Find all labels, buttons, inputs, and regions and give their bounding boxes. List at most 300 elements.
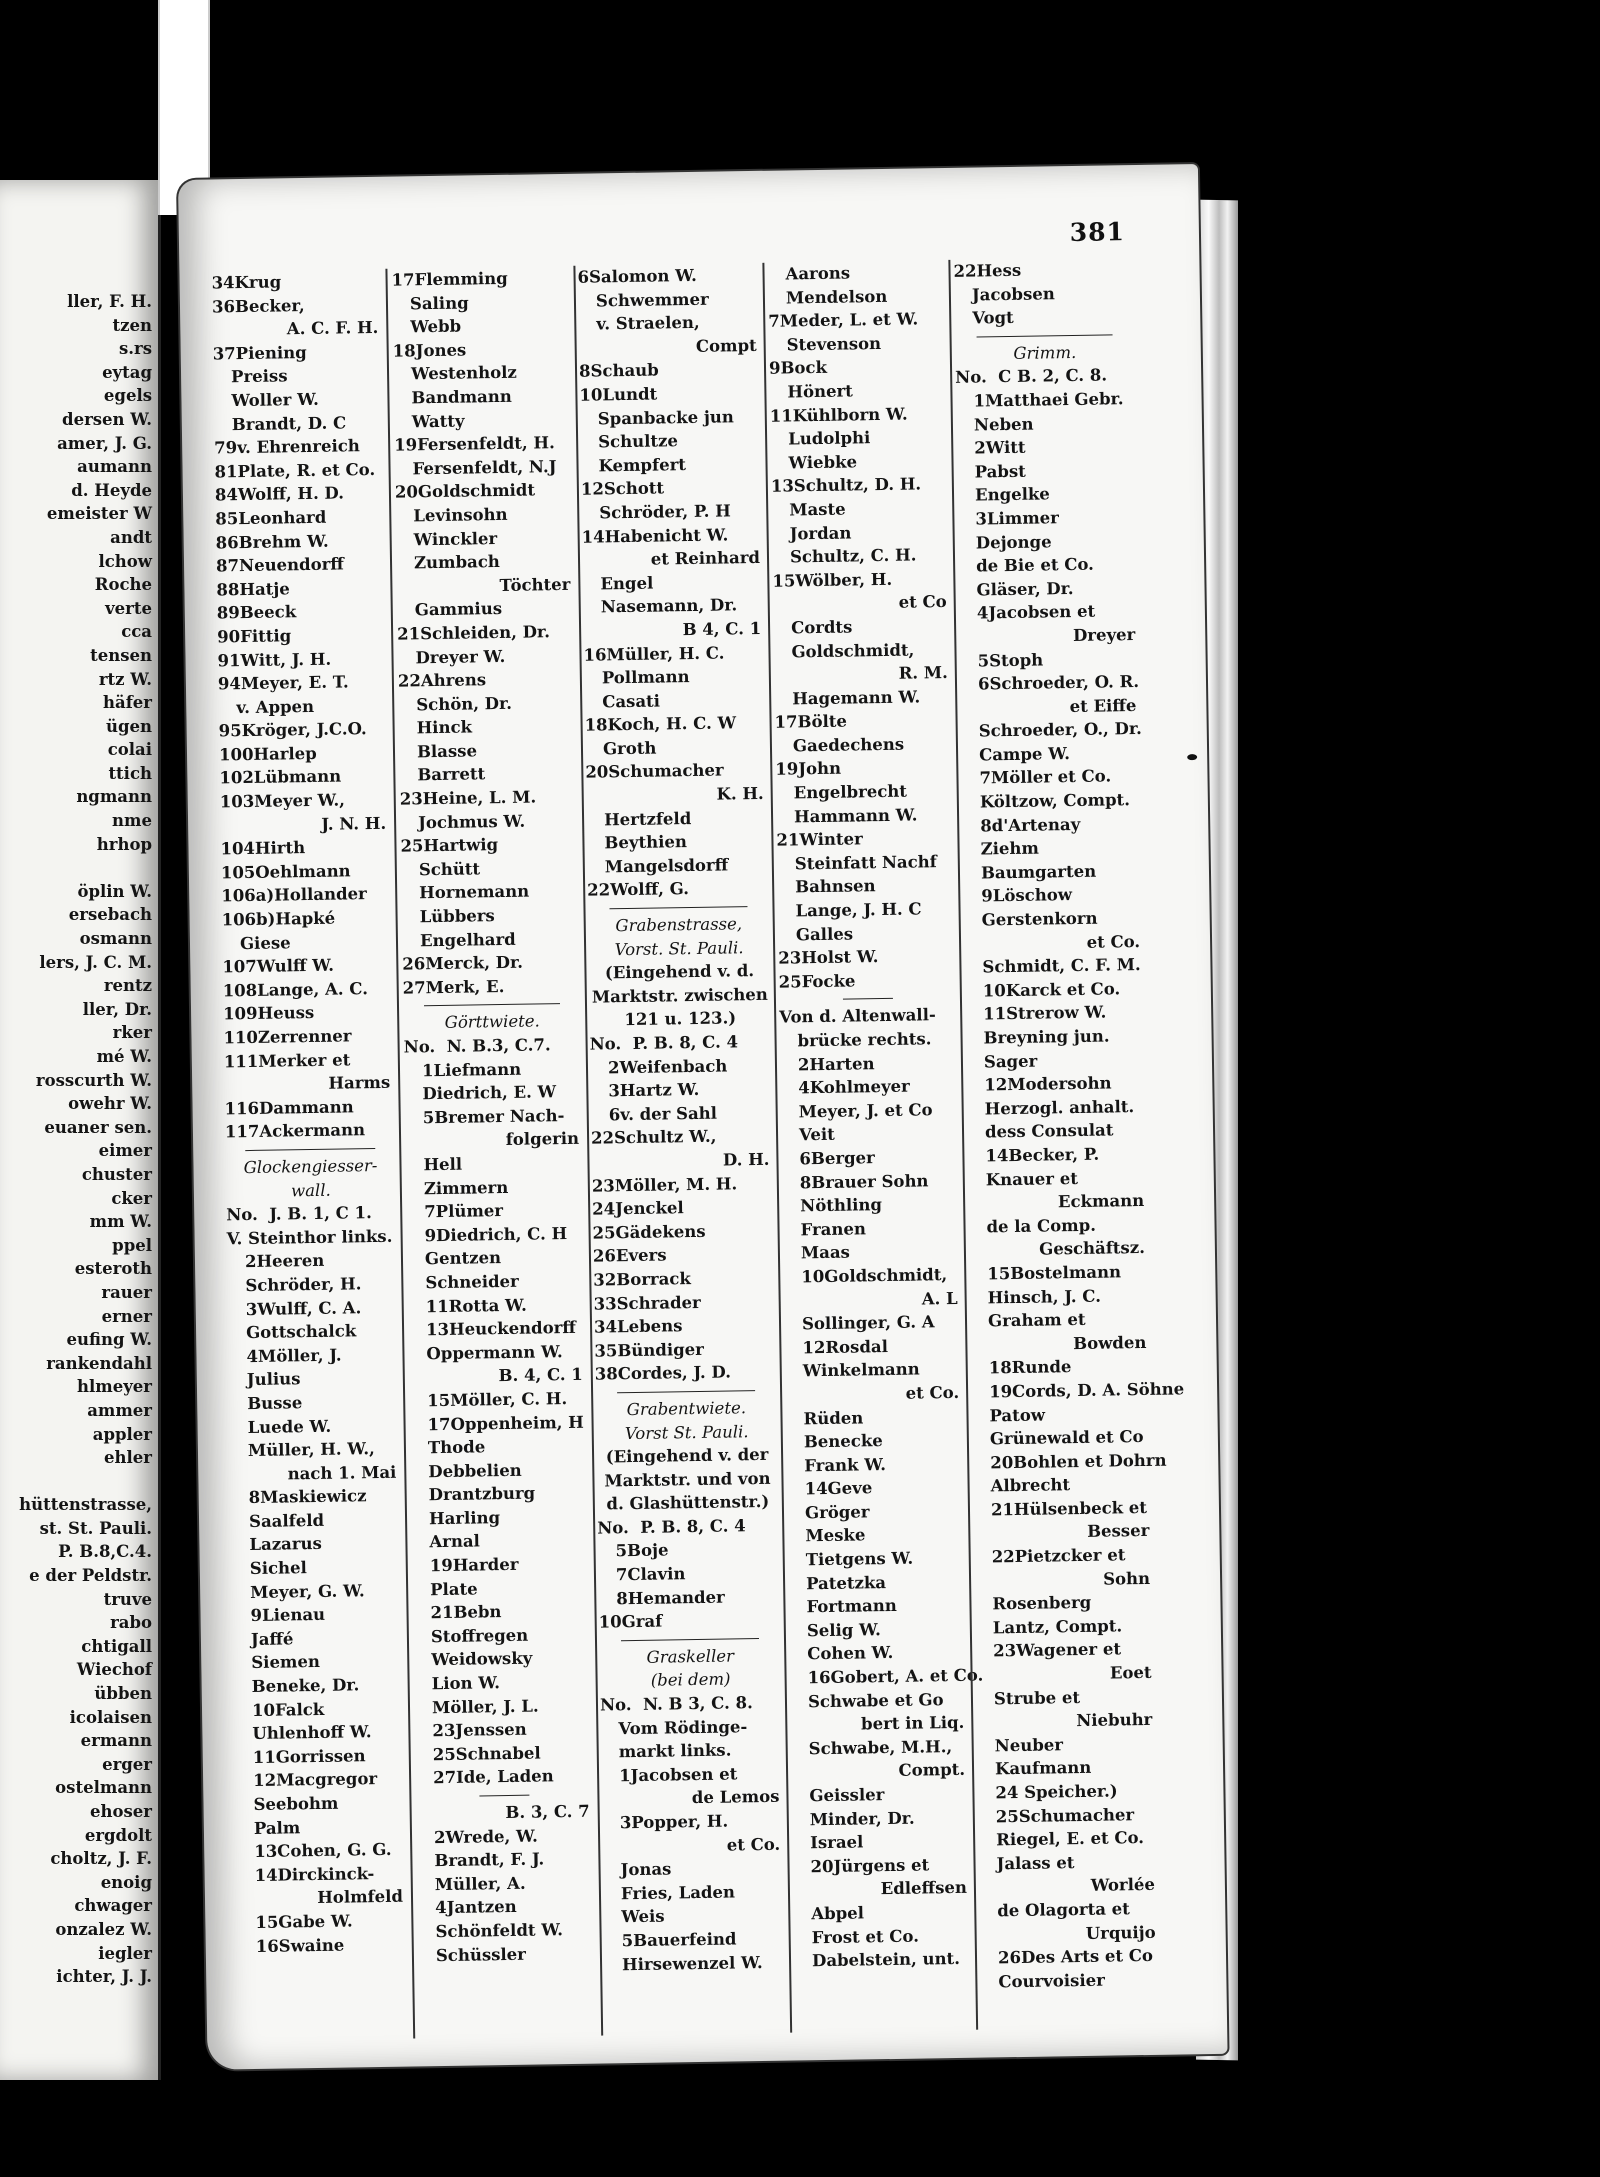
directory-entry: Hirsewenzel W. <box>621 1952 763 1974</box>
directory-entry: et Co <box>898 592 947 613</box>
left-page-entry: choltz, J. F. <box>50 1849 152 1869</box>
directory-entry: Marktstr. zwischen <box>591 984 768 1007</box>
directory-entry: Stevenson <box>786 333 882 355</box>
directory-entry: Webb <box>410 316 462 337</box>
directory-entry: 91Witt, J. H. <box>217 649 332 670</box>
directory-entry: 10Graf <box>598 1611 663 1632</box>
directory-entry: Stoffregen <box>430 1625 529 1647</box>
directory-entry: 37Piening <box>212 342 307 364</box>
directory-entry: Neuber <box>994 1735 1064 1756</box>
directory-entry: Cordts <box>790 617 853 638</box>
directory-entry: 22Schultz W., <box>590 1127 717 1149</box>
directory-entry: 12Modersohn <box>984 1073 1112 1095</box>
left-page-entry: rentz <box>103 976 152 996</box>
directory-entry: 2Harten <box>797 1053 875 1074</box>
directory-entry: Költzow, Compt. <box>979 790 1131 812</box>
directory-entry: 36Becker, <box>211 295 305 317</box>
directory-entry: Urquijo <box>1085 1922 1156 1943</box>
directory-entry: Palm <box>253 1817 301 1838</box>
directory-entry: 95Kröger, J.C.O. <box>218 719 367 741</box>
directory-entry: Seebohm <box>253 1793 339 1815</box>
directory-entry: 13Cohen, G. G. <box>254 1840 392 1862</box>
directory-entry: 89Beeck <box>216 602 297 623</box>
left-page-entry: cca <box>121 622 152 642</box>
directory-entry: Ziehm <box>980 838 1040 859</box>
directory-entry: 16Swaine <box>255 1935 345 1956</box>
directory-entry: 105Oehlmann <box>220 861 351 883</box>
directory-entry: Pabst <box>974 461 1026 482</box>
left-page-entry: rtz W. <box>98 669 152 689</box>
left-page-entry: iegler <box>98 1943 152 1963</box>
directory-entry: Schütt <box>418 859 481 880</box>
directory-entry: No. N. B 3, C. 8. <box>599 1693 753 1715</box>
left-page-entry: mé W. <box>96 1047 152 1066</box>
left-page-entry: rankendahl <box>46 1353 152 1373</box>
directory-entry: Abpel <box>811 1903 865 1924</box>
directory-entry: 8Schaub <box>578 360 659 382</box>
directory-entry: Hell <box>423 1154 463 1175</box>
left-page-entry: st. St. Pauli. <box>39 1518 152 1538</box>
directory-entry: Arnal <box>429 1531 481 1552</box>
directory-entry: et Eiffe <box>1069 695 1137 716</box>
directory-entry: 2Witt <box>974 437 1026 458</box>
directory-entry: Galles <box>795 924 854 945</box>
directory-entry: 2Heeren <box>244 1251 325 1272</box>
directory-entry: Patow <box>989 1405 1046 1425</box>
directory-entry: 23Jenssen <box>432 1719 527 1741</box>
left-page-entry: hüttenstrasse, <box>19 1495 152 1515</box>
directory-entry: 23Heine, L. M. <box>399 787 537 809</box>
directory-entry: Müller, H. W., <box>247 1439 375 1461</box>
left-page-entry: P. B.8,C.4. <box>58 1542 152 1562</box>
left-page-entry: truve <box>103 1589 152 1609</box>
directory-entry: Jochmus W. <box>417 811 526 832</box>
directory-entry: de Bie et Co. <box>976 554 1095 576</box>
directory-entry: No. P. B. 8, C. 4 <box>597 1516 746 1538</box>
left-page-entry: amer, J. G. <box>57 433 152 453</box>
directory-entry: Schwabe, M.H., <box>808 1736 953 1759</box>
directory-entry: Courvoisier <box>998 1970 1105 1992</box>
left-page-entry: verte <box>105 598 152 618</box>
directory-entry: Steinfatt Nachf <box>794 852 937 874</box>
directory-entry: Jaffé <box>250 1629 294 1649</box>
directory-entry: Bahnsen <box>795 876 876 897</box>
directory-entry: 20Schumacher <box>585 760 724 783</box>
directory-entry: 24Jenckel <box>592 1198 684 1219</box>
directory-entry: 35Bündiger <box>594 1339 705 1361</box>
directory-entry: 18Jones <box>392 340 467 361</box>
directory-entry: 14Habenicht W. <box>581 524 729 547</box>
left-page-entry: ersebach <box>68 905 152 925</box>
directory-entry: Zimmern <box>423 1177 509 1198</box>
left-page-entry: ostelmann <box>55 1778 152 1798</box>
directory-entry: 7Meder, L. et W. <box>768 309 919 331</box>
directory-entry: Grünewald et Co <box>989 1427 1144 1449</box>
directory-entry: Saalfeld <box>248 1510 325 1531</box>
directory-entry: Niebuhr <box>1076 1710 1153 1731</box>
directory-entry: 110Zerrenner <box>223 1026 352 1048</box>
directory-entry: de Lemos <box>691 1787 780 1808</box>
directory-entry: Riegel, E. et Co. <box>996 1828 1145 1850</box>
directory-entry: Von d. Altenwall- <box>779 1005 936 1028</box>
directory-entry: Lange, J. H. C <box>795 899 922 921</box>
directory-entry: Brandt, D. C <box>231 412 347 434</box>
directory-entry: Minder, Dr. <box>809 1808 915 1829</box>
directory-entry: 106b)Hapké <box>221 908 336 930</box>
left-page-entry: erner <box>101 1306 152 1326</box>
directory-entry: 22Ahrens <box>397 670 487 691</box>
directory-entry: Hertzfeld <box>603 808 692 830</box>
directory-entry: Nasemann, Dr. <box>600 595 738 617</box>
directory-entry: 20Jürgens et <box>810 1855 930 1877</box>
directory-entry: Geissler <box>809 1785 885 1806</box>
directory-entry: Lübbers <box>419 906 495 927</box>
directory-entry: Schroeder, O., Dr. <box>978 719 1142 741</box>
directory-entry: 13Schultz, D. H. <box>770 474 922 497</box>
directory-entry: 25Schumacher <box>995 1804 1135 1826</box>
directory-entry: folgerin <box>505 1129 580 1150</box>
directory-entry: Luede W. <box>247 1416 332 1437</box>
directory-entry: Rüden <box>803 1407 864 1428</box>
directory-entry: (Eingehend v. d. <box>604 961 755 983</box>
directory-entry: 3Popper, H. <box>619 1811 729 1833</box>
directory-entry: 13Heuckendorff <box>425 1318 577 1340</box>
left-page-entry: ller, Dr. <box>82 999 152 1019</box>
directory-entry: Mendelson <box>785 286 888 308</box>
directory-entry: 24 Speicher.) <box>995 1781 1118 1803</box>
directory-entry: 10Lundt <box>579 384 658 405</box>
directory-entry: Fries, Laden <box>620 1882 736 1904</box>
directory-entry: Franen <box>800 1219 867 1240</box>
directory-entry: Busse <box>247 1393 303 1413</box>
directory-entry: 19Harder <box>429 1554 519 1576</box>
directory-entry: 8d'Artenay <box>980 814 1081 836</box>
directory-entry: Veit <box>798 1125 835 1145</box>
directory-entry: 79v. Ehrenreich <box>214 436 360 458</box>
directory-entry: Marktstr. und von <box>604 1468 771 1491</box>
directory-entry: 20Bohlen et Dohrn <box>990 1450 1167 1473</box>
directory-entry: 11Gorrissen <box>252 1746 366 1767</box>
directory-entry: Hinsch, J. C. <box>987 1286 1102 1307</box>
directory-entry: Beythien <box>604 832 688 853</box>
left-page-entry: owehr W. <box>68 1094 152 1114</box>
directory-entry: Hagemann W. <box>792 687 921 709</box>
directory-entry: 81Plate, R. et Co. <box>214 459 376 482</box>
directory-entry: Eoet <box>1109 1662 1152 1683</box>
directory-entry: 116Dammann <box>224 1097 354 1119</box>
directory-entry: Israel <box>810 1832 864 1853</box>
directory-entry: Töchter <box>499 574 571 595</box>
directory-entry: Weidowsky <box>431 1649 533 1670</box>
directory-entry: Graham et <box>987 1310 1086 1331</box>
directory-entry: Woller W. <box>231 389 319 411</box>
directory-entry: v. Straelen, <box>596 313 700 334</box>
street-heading: Grimm. <box>1013 342 1077 363</box>
directory-entry: 88Hatje <box>216 579 290 600</box>
directory-entry: Beneke, Dr. <box>251 1675 360 1697</box>
left-page-entry: osmann <box>79 929 152 949</box>
directory-entry: 87Neuendorff <box>215 554 345 576</box>
directory-entry: Levinsohn <box>413 504 508 526</box>
directory-entry: 8Hemander <box>616 1587 725 1608</box>
directory-entry: Dreyer <box>1072 624 1136 645</box>
directory-entry: et Co. <box>726 1834 781 1855</box>
directory-entry: Gaedechens <box>792 734 905 756</box>
left-page-entry: egels <box>103 386 152 406</box>
left-page-entry <box>0 856 161 880</box>
directory-entry: Frost et Co. <box>811 1926 920 1947</box>
directory-entry: Jacobsen <box>971 283 1055 305</box>
directory-entry: 27Merk, E. <box>402 976 505 998</box>
directory-entry: 26Evers <box>592 1245 667 1266</box>
street-heading: Grabentwiete. <box>626 1398 747 1420</box>
directory-entry: No. C B. 2, C. 8. <box>955 365 1108 388</box>
directory-entry: Julius <box>246 1369 301 1390</box>
directory-entry: 20Goldschmidt <box>394 480 536 502</box>
left-page-entry: eytag <box>102 362 152 382</box>
left-page-entry <box>0 1470 161 1494</box>
left-page-entry: ehoser <box>90 1802 152 1821</box>
directory-entry: No. P. B. 8, C. 4 <box>589 1032 739 1054</box>
left-page-entry: eimer <box>98 1141 152 1161</box>
left-page-entry: übben <box>94 1684 152 1704</box>
directory-entry: Barrett <box>417 764 486 785</box>
directory-entry: 15Gabe W. <box>255 1911 353 1932</box>
directory-entry: 9Löschow <box>981 885 1073 906</box>
directory-entry: 7Clavin <box>615 1564 686 1585</box>
directory-entry: Lazarus <box>249 1534 322 1555</box>
directory-entry: 21Schleiden, Dr. <box>397 622 551 644</box>
directory-entry: 34Krug <box>211 272 282 293</box>
directory-entry: Hinck <box>416 717 473 738</box>
left-page-entry: ügen <box>105 716 152 736</box>
directory-entry: markt links. <box>618 1740 732 1762</box>
directory-entry: 9Lienau <box>250 1605 326 1626</box>
directory-entry: de la Comp. <box>986 1215 1097 1237</box>
left-page-entry: tensen <box>90 645 152 665</box>
directory-entry: Herzogl. anhalt. <box>984 1096 1135 1119</box>
directory-entry: Aarons <box>785 263 851 284</box>
street-heading: Grabenstrasse, <box>615 914 743 936</box>
directory-entry: Dreyer W. <box>415 646 506 667</box>
left-page-entry: Wiechof <box>76 1660 152 1680</box>
directory-entry: Frank W. <box>804 1454 887 1476</box>
left-page-entry: tzen <box>112 315 152 335</box>
directory-entry: Bandmann <box>411 386 512 408</box>
directory-entry: de Olagorta et <box>997 1899 1130 1921</box>
directory-entry: 4Jantzen <box>435 1897 517 1918</box>
directory-entry: Schröder, P. H <box>599 501 731 523</box>
directory-entry: A. L <box>921 1288 958 1308</box>
street-heading: Vorst St. Pauli. <box>624 1421 749 1443</box>
directory-entry: 5Stoph <box>977 649 1044 670</box>
directory-entry: Gerstenkorn <box>981 908 1098 930</box>
directory-entry: Cohen W. <box>807 1643 894 1664</box>
directory-entry: 26Des Arts et Co <box>997 1946 1154 1968</box>
directory-entry: 19Fersenfeldt, H. <box>394 433 555 455</box>
directory-entry: 23Wagener et <box>993 1639 1122 1661</box>
directory-entry: J. N. H. <box>321 813 387 834</box>
directory-entry: 106a)Hollander <box>221 884 367 906</box>
directory-entry: Selig W. <box>806 1619 881 1641</box>
directory-entry: Lantz, Compt. <box>992 1616 1123 1638</box>
directory-entry: Westenholz <box>410 363 517 384</box>
directory-entry: A. C. F. H. <box>286 318 379 339</box>
directory-entry: Neben <box>973 414 1034 435</box>
left-page-entry: öplin W. <box>77 881 152 901</box>
directory-entry: 12Rosdal <box>802 1336 889 1358</box>
directory-entry: Diedrich, E. W <box>422 1082 557 1104</box>
directory-entry: 11Kühlborn W. <box>769 404 908 426</box>
directory-entry: Schröder, H. <box>245 1274 362 1296</box>
directory-entry: et Co. <box>1086 931 1141 952</box>
directory-entry: B 4, C. 1 <box>682 618 762 640</box>
directory-entry: Gammius <box>414 599 503 620</box>
directory-entry: Engel <box>600 573 654 594</box>
directory-entry: Eckmann <box>1057 1191 1145 1212</box>
left-page-entry: emeister W <box>46 504 152 524</box>
directory-entry: brücke rechts. <box>797 1029 932 1051</box>
directory-entry: Gottschalck <box>245 1321 357 1343</box>
directory-entry: Ludolphi <box>787 428 871 449</box>
directory-entry: 103Meyer W., <box>219 790 346 812</box>
directory-entry: 8Brauer Sohn <box>799 1170 929 1192</box>
directory-entry: Winckler <box>413 528 498 549</box>
directory-entry: Schwabe et Go <box>807 1689 944 1711</box>
directory-entry: Engelhard <box>419 929 516 950</box>
directory-entry: 23Holst W. <box>778 947 879 968</box>
directory-entry: Dabelstein, unt. <box>811 1949 961 1971</box>
directory-entry: 16Müller, H. C. <box>583 642 725 665</box>
directory-entry: 4Jacobsen et <box>976 601 1096 623</box>
directory-entry: 25Gädekens <box>592 1221 706 1243</box>
directory-entry: 17Oppenheim, H <box>427 1412 584 1434</box>
left-page-entry: rabo <box>110 1613 152 1633</box>
directory-entry: 9Bock <box>768 358 828 379</box>
directory-entry: Strube et <box>993 1687 1081 1708</box>
directory-entry: 84Wolff, H. D. <box>214 483 345 505</box>
street-heading: Graskeller <box>646 1646 735 1667</box>
directory-entry: Uhlenhoff W. <box>252 1722 372 1744</box>
directory-entry: Tietgens W. <box>805 1548 914 1570</box>
directory-entry: Rosenberg <box>992 1593 1092 1614</box>
directory-entry: 10Falck <box>251 1699 325 1720</box>
directory-entry: Benecke <box>803 1431 883 1452</box>
directory-entry: Meyer, G. W. <box>250 1580 365 1602</box>
directory-entry: d. Glashüttenstr.) <box>606 1492 770 1514</box>
directory-entry: Lion W. <box>431 1673 501 1694</box>
left-page-entry: onzalez W. <box>55 1919 152 1939</box>
directory-entry: Giese <box>239 932 291 953</box>
directory-entry: Patetzka <box>805 1572 887 1593</box>
left-page-entry: aumann <box>77 457 152 477</box>
directory-entry: Knauer et <box>985 1168 1079 1189</box>
directory-entry: 34Lebens <box>593 1316 683 1337</box>
directory-entry: Fersenfeldt, N.J <box>412 456 557 479</box>
directory-entry: 16Gobert, A. et Co. <box>807 1665 984 1688</box>
directory-entry: Plate <box>430 1579 478 1599</box>
left-page-entry: nme <box>112 811 152 831</box>
directory-entry: 22Pietzcker et <box>991 1545 1126 1567</box>
directory-entry: 104Hirth <box>220 838 306 859</box>
directory-entry: Gröger <box>804 1502 870 1523</box>
directory-entry: Drantzburg <box>428 1483 536 1505</box>
directory-entry: 27Ide, Laden <box>432 1766 554 1788</box>
directory-entry: 4Kohlmeyer <box>798 1076 910 1098</box>
directory-entry: 6Salomon W. <box>577 265 697 287</box>
directory-entry: 8Maskiewicz <box>248 1486 367 1508</box>
directory-entry: Harling <box>428 1507 501 1529</box>
directory-entry: Brandt, F. J. <box>434 1849 545 1871</box>
directory-entry: Besser <box>1086 1521 1150 1542</box>
directory-entry: 2Weifenbach <box>607 1056 728 1077</box>
directory-entry: bert in Liq. <box>860 1713 965 1734</box>
directory-entry: Jonas <box>620 1859 672 1880</box>
left-page-entry: rauer <box>101 1282 152 1302</box>
directory-entry: 15Möller, C. H. <box>427 1388 568 1411</box>
directory-entry: Wiebke <box>788 452 858 473</box>
directory-entry: Schön, Dr. <box>416 693 513 715</box>
directory-entry: Sollinger, G. A <box>801 1312 935 1334</box>
directory-entry: 10Karck et Co. <box>982 979 1121 1001</box>
directory-entry: 100Harlep <box>218 743 317 765</box>
directory-entry: 3Hartz W. <box>608 1080 700 1101</box>
directory-entry: 6v. der Sahl <box>608 1103 718 1125</box>
directory-entry: Campe W. <box>978 743 1071 765</box>
directory-entry: 5Boje <box>615 1540 669 1561</box>
directory-entry: Weis <box>621 1906 665 1927</box>
directory-entry: 22Wolff, G. <box>587 879 690 901</box>
directory-column-3 <box>577 263 786 1977</box>
directory-entry: 108Lange, A. C. <box>222 978 369 1001</box>
directory-entry: 1Jacobsen et <box>618 1764 738 1786</box>
directory-entry: 111Merker et <box>223 1049 351 1071</box>
directory-entry: Groth <box>602 738 657 759</box>
left-page-entry: lchow <box>98 551 152 571</box>
directory-entry: Gentzen <box>424 1248 502 1269</box>
left-page-entry: andt <box>110 527 152 547</box>
directory-entry: 17Bölte <box>774 711 848 732</box>
directory-entry: Maas <box>800 1242 851 1263</box>
directory-entry: 86Brehm W. <box>215 531 329 552</box>
left-page-entry: dersen W. <box>62 409 152 429</box>
directory-entry: Harms <box>328 1072 391 1093</box>
left-page-column <box>0 290 161 1989</box>
left-page-entry: ngmann <box>76 787 152 807</box>
directory-entry: 19Cords, D. A. Söhne <box>988 1379 1185 1402</box>
left-page-entry: esteroth <box>74 1259 152 1279</box>
directory-entry: Schwemmer <box>595 289 709 311</box>
directory-entry: 17Flemming <box>391 268 508 290</box>
directory-entry: dess Consulat <box>984 1120 1114 1142</box>
directory-entry: Baumgarten <box>980 861 1097 883</box>
directory-page <box>178 164 1228 2070</box>
street-heading: Glockengiesser- <box>243 1155 378 1178</box>
directory-entry: Spanbacke jun <box>597 406 734 428</box>
street-heading: (bei dem) <box>650 1669 731 1691</box>
left-page-entry: lers, J. C. M. <box>39 952 152 972</box>
directory-entry: Maste <box>789 499 846 520</box>
directory-entry: Fortmann <box>806 1596 897 1617</box>
directory-entry: Dejonge <box>975 531 1052 553</box>
directory-entry: Kempfert <box>598 454 687 476</box>
left-page-entry: rker <box>112 1023 152 1043</box>
directory-entry: 9Diedrich, C. H <box>424 1223 568 1246</box>
directory-entry: 21Bebn <box>430 1602 502 1623</box>
page-number: 381 <box>1069 217 1126 247</box>
directory-entry: 15Bostelmann <box>987 1262 1122 1284</box>
left-page-entry: ichter, J. J. <box>56 1967 152 1987</box>
